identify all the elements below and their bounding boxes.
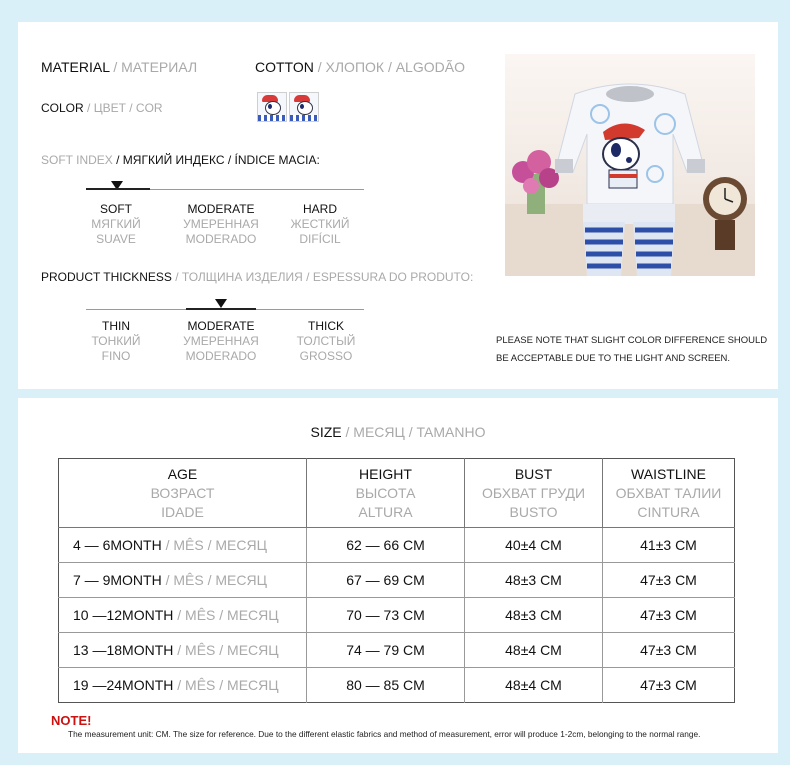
header-height: HEIGHT ВЫСОТА ALTURA	[307, 459, 465, 528]
material-label: MATERIAL	[41, 59, 110, 75]
fabric-label-alt: / ХЛОПОК / ALGODÃO	[317, 59, 465, 75]
soft-option-soft: SOFT МЯГКИЙ SUAVE	[91, 202, 141, 246]
header-waistline: WAISTLINE ОБХВАТ ТАЛИИ CINTURA	[603, 459, 735, 528]
size-title-main: SIZE	[310, 424, 342, 440]
age-cell: 10 —12MONTH / MÊS / МЕСЯЦ	[59, 598, 307, 633]
note-title: NOTE!	[51, 713, 92, 728]
bust-cell: 48±4 CM	[465, 633, 603, 668]
color-swatch-2[interactable]	[289, 92, 319, 122]
color-row	[41, 101, 163, 115]
header-age: AGE ВОЗРАСТ IDADE	[59, 459, 307, 528]
height-cell: 67 — 69 CM	[307, 563, 465, 598]
waist-cell: 47±3 CM	[603, 633, 735, 668]
material-label-alt: / МАТЕРИАЛ	[113, 59, 198, 75]
table-row	[59, 633, 735, 668]
note-text: The measurement unit: CM. The size for reference. Due to the different elastic fabrics and method of measurement, error will produce 1-2cm, belonging to the normal range.	[68, 729, 701, 739]
soft-option-moderate: MODERATE УМЕРЕННАЯ MODERADO	[183, 202, 259, 246]
product-details-card	[18, 22, 778, 389]
waist-cell: 47±3 CM	[640, 677, 697, 693]
soft-index-label-gray: SOFT INDEX	[41, 153, 113, 167]
waist-cell: 47±3 CM	[603, 598, 735, 633]
soft-index-selected-segment	[86, 188, 150, 190]
table-row	[59, 528, 735, 563]
thickness-selected-segment	[186, 308, 256, 310]
color-note-line-2: BE ACCEPTABLE DUE TO THE LIGHT AND SCREEN.	[496, 353, 731, 364]
height-cell: 62 — 66 CM	[307, 528, 465, 563]
color-note-line-1: PLEASE NOTE THAT SLIGHT COLOR DIFFERENCE SHOULD	[496, 335, 768, 346]
color-difference-note	[496, 332, 767, 368]
table-row	[59, 668, 735, 703]
table-row	[59, 563, 735, 598]
height-cell: 80 — 85 CM	[307, 668, 465, 703]
waist-cell: 47±3 CM	[603, 563, 735, 598]
age-cell: 7 — 9MONTH / MÊS / МЕСЯЦ	[59, 563, 307, 598]
age-cell: 13 —18MONTH / MÊS / МЕСЯЦ	[59, 633, 307, 668]
bust-cell: 48±3 CM	[465, 563, 603, 598]
thickness-option-thin: THIN ТОНКИЙ FINO	[91, 319, 141, 363]
thickness-heading	[41, 270, 473, 284]
thickness-label-gray: / ТОЛЩИНА ИЗДЕЛИЯ / ESPESSURA DO PRODUTO:	[175, 270, 474, 284]
soft-index-label-dark: / МЯГКИЙ ИНДЕКС / ÍNDICE MACIA:	[116, 153, 320, 167]
table-row	[59, 598, 735, 633]
soft-index-heading	[41, 153, 320, 167]
size-table	[58, 458, 735, 703]
thickness-marker	[215, 299, 227, 308]
size-title	[18, 424, 778, 440]
age-cell: 19 —24MONTH / MÊS / МЕСЯЦ	[59, 668, 307, 703]
color-label: COLOR	[41, 101, 84, 115]
fabric-row	[255, 59, 465, 75]
height-cell: 70 — 73 CM	[307, 598, 465, 633]
color-label-alt: / ЦВЕТ / COR	[87, 101, 163, 115]
bust-cell: 48±3 CM	[465, 598, 603, 633]
size-table-header	[59, 459, 735, 528]
thickness-option-thick: THICK ТОЛСТЫЙ GROSSO	[296, 319, 356, 363]
fabric-label: COTTON	[255, 59, 314, 75]
height-cell: 74 — 79 CM	[307, 633, 465, 668]
thickness-label-dark: PRODUCT THICKNESS	[41, 270, 172, 284]
soft-option-hard: HARD ЖЕСТКИЙ DIFÍCIL	[290, 202, 350, 246]
bust-cell: 40±4 CM	[465, 528, 603, 563]
header-bust: BUST ОБХВАТ ГРУДИ BUSTO	[465, 459, 603, 528]
size-title-alt: / МЕСЯЦ / TAMANHO	[345, 424, 486, 440]
size-chart-card	[18, 398, 778, 753]
product-photo	[505, 54, 755, 276]
color-swatch-1[interactable]	[257, 92, 287, 122]
thickness-option-moderate: MODERATE УМЕРЕННАЯ MODERADO	[183, 319, 259, 363]
material-row	[41, 59, 197, 75]
age-cell: 4 — 6MONTH / MÊS / МЕСЯЦ	[59, 528, 307, 563]
bust-cell: 48±4 CM	[465, 668, 603, 703]
waist-cell: 41±3 CM	[603, 528, 735, 563]
